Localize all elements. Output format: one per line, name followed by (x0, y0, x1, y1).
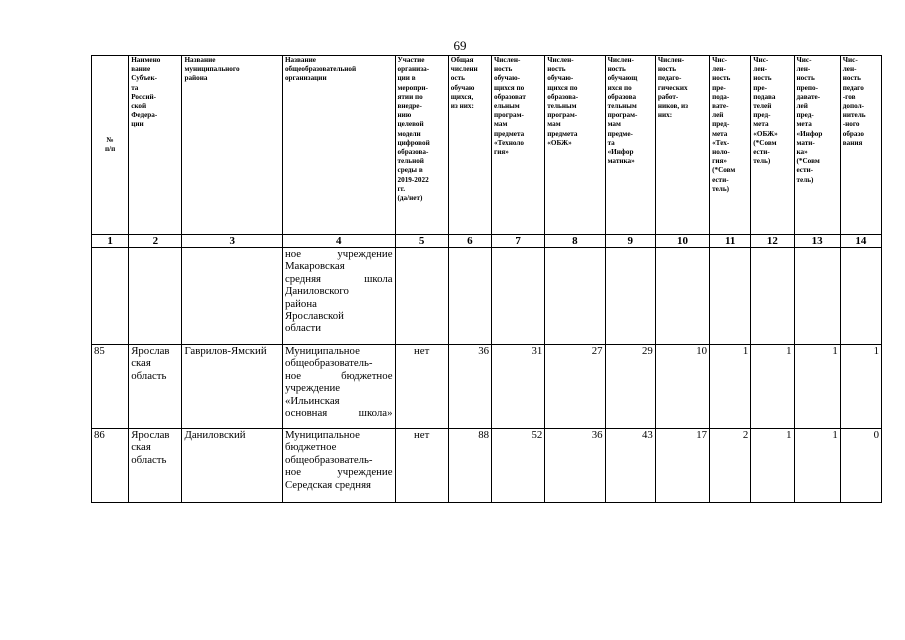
text-line: ность (547, 65, 566, 74)
total-students-cell: 36 (448, 345, 491, 429)
text-line: препо- (796, 83, 818, 92)
column-number: 11 (710, 235, 751, 248)
text-line: ость (450, 74, 465, 83)
additional-education-teachers-cell: 1 (840, 345, 881, 429)
text-line: гия» (712, 157, 727, 166)
text-line: области (284, 322, 322, 335)
table-row (92, 345, 882, 429)
text-line: Название (284, 56, 316, 64)
text-line: «Инфор (607, 148, 634, 157)
text-line: общеобразователь- (284, 357, 373, 370)
text-line: Федера- (131, 111, 158, 120)
text-line: мета (712, 129, 728, 138)
text-line: ное учреждение (284, 248, 393, 260)
text-line: (*Совм (753, 138, 777, 147)
text-line: Муниципальное (284, 429, 360, 441)
column-number: 8 (545, 235, 605, 248)
text-line: щихся по (494, 83, 525, 92)
column-number: 9 (605, 235, 655, 248)
text-line: Середская средняя (284, 478, 371, 491)
text-line: Название (184, 56, 216, 64)
text-line: мати- (796, 138, 815, 147)
column-number: 5 (395, 235, 448, 248)
text-line: внедре- (397, 102, 422, 111)
text-line: работ- (657, 92, 679, 101)
text-line: ихся по (607, 83, 632, 92)
text-line: Общая (450, 56, 474, 64)
text-line: програм- (494, 111, 524, 120)
text-line: гг. (397, 184, 406, 193)
header-cell-2 (129, 56, 182, 235)
text-line: та (607, 138, 615, 147)
text-line: гия» (494, 148, 509, 157)
organization-cell (282, 248, 395, 345)
text-line: ность (607, 65, 626, 74)
text-line: учреждение (284, 382, 341, 395)
text-line: Числен- (547, 56, 574, 64)
text-line: Участие (397, 56, 425, 64)
text-line: «ОБЖ» (753, 129, 778, 138)
text-line: мета (753, 120, 769, 129)
text-line: организации (284, 74, 327, 83)
text-line: телей (753, 102, 772, 111)
text-line: ноло- (712, 148, 730, 157)
technology-students-cell: 31 (492, 345, 545, 429)
text-line: тель) (712, 184, 730, 193)
text-line: Ярослав (131, 345, 170, 357)
informatics-students-cell: 29 (605, 345, 655, 429)
text-line: ции (131, 120, 144, 129)
text-line: нию (397, 111, 412, 120)
text-line: «Тех- (712, 138, 730, 147)
obzh-students-cell: 36 (545, 429, 605, 503)
obzh-teachers-cell: 1 (751, 429, 794, 503)
text-line: (*Совм (796, 157, 820, 166)
informatics-students-cell (605, 248, 655, 345)
column-number: 13 (794, 235, 840, 248)
table-row (92, 429, 882, 503)
participation-cell: нет (395, 429, 448, 503)
text-line: (*Совм (712, 166, 736, 175)
technology-students-cell: 52 (492, 429, 545, 503)
text-line: обучающ (607, 74, 638, 83)
column-number: 10 (655, 235, 709, 248)
text-line: Субъек- (131, 74, 158, 83)
text-line: целевой (397, 120, 424, 129)
additional-education-teachers-cell: 0 (840, 429, 881, 503)
informatics-teachers-cell: 1 (794, 345, 840, 429)
column-number: 12 (751, 235, 794, 248)
text-line: 2019-2022 (397, 175, 429, 184)
header-cell-3 (182, 56, 283, 235)
text-line: пода- (712, 92, 730, 101)
text-line: муниципального (184, 65, 240, 74)
teachers-cell: 17 (655, 429, 709, 503)
header-cell-10 (655, 56, 709, 235)
text-line: мета (796, 120, 812, 129)
text-line: образова- (397, 148, 429, 157)
text-line: Ярославской (284, 310, 344, 323)
text-line: образова (607, 92, 637, 101)
text-line: района (284, 297, 317, 310)
text-line: п/п (104, 145, 116, 153)
subject-cell (129, 429, 182, 503)
text-line: ность (657, 65, 677, 74)
text-line: средняя школа (284, 272, 393, 285)
text-line: -ного (842, 120, 860, 129)
text-line: Числен- (607, 56, 634, 64)
text-line: ести- (712, 175, 729, 184)
text-line: мам (494, 120, 508, 129)
text-line: ность (842, 74, 861, 83)
subject-cell (129, 248, 182, 345)
header-cell-5 (395, 56, 448, 235)
obzh-students-cell: 27 (545, 345, 605, 429)
text-line: «ОБЖ» (547, 138, 572, 147)
teachers-cell: 10 (655, 345, 709, 429)
header-cell-13 (794, 56, 840, 235)
text-line: ести- (796, 166, 814, 175)
text-line: «Инфор (796, 129, 823, 138)
text-line: тель) (753, 157, 771, 166)
text-line: района (184, 74, 208, 83)
text-line: Числен- (657, 56, 685, 64)
text-line: образо (842, 129, 864, 138)
text-line: та (131, 83, 139, 92)
text-line: предмета (494, 129, 525, 138)
text-line: гических (657, 83, 688, 92)
column-number: 7 (492, 235, 545, 248)
header-cell-9 (605, 56, 655, 235)
text-line: тельной (397, 157, 424, 166)
header-cell-12 (751, 56, 794, 235)
text-line: програм- (607, 111, 638, 120)
table-row-continued (92, 248, 882, 345)
text-line: Ярослав (131, 429, 170, 441)
text-line: лен- (842, 65, 857, 74)
row-number-cell: 85 (92, 345, 129, 429)
obzh-teachers-cell: 1 (751, 345, 794, 429)
text-line: обучаю- (494, 74, 521, 83)
row-number-cell: 86 (92, 429, 129, 503)
text-line: ное бюджетное (284, 369, 393, 382)
text-line: «Техноло (494, 138, 525, 147)
column-number: 3 (182, 235, 283, 248)
column-number: 4 (282, 235, 395, 248)
text-line: ской (131, 102, 147, 111)
organization-cell (282, 345, 395, 429)
technology-teachers-cell: 1 (710, 345, 751, 429)
column-number: 6 (448, 235, 491, 248)
text-line: образова- (547, 92, 579, 101)
text-line: меропри- (397, 83, 428, 92)
text-line: цифровой (397, 138, 430, 147)
text-line: ельным (494, 102, 520, 111)
text-line: Числен- (494, 56, 521, 64)
text-line: область (131, 369, 167, 382)
informatics-teachers-cell (794, 248, 840, 345)
text-line: ников, из (657, 102, 689, 111)
technology-students-cell (492, 248, 545, 345)
text-line: ятии по (397, 92, 423, 101)
text-line: щихся, (450, 92, 474, 101)
text-line: ность (494, 65, 513, 74)
text-line: лен- (796, 65, 811, 74)
text-line: Макаровская (284, 260, 345, 273)
text-line: щихся по (547, 83, 578, 92)
text-line: нитель (842, 111, 866, 120)
subject-cell (129, 345, 182, 429)
header-cell-7 (492, 56, 545, 235)
text-line: численн (450, 65, 478, 74)
text-line: Наимено (131, 56, 161, 64)
page-number: 69 (453, 38, 467, 53)
obzh-teachers-cell (751, 248, 794, 345)
text-line: вате- (712, 102, 729, 111)
text-line: давате- (796, 92, 821, 101)
text-line: предме- (607, 129, 633, 138)
text-line: ести- (753, 148, 770, 157)
text-line: предмета (547, 129, 578, 138)
text-line: (да/нет) (397, 194, 423, 203)
header-row (92, 56, 882, 235)
header-cell-1 (92, 56, 129, 235)
text-line: програм- (547, 111, 578, 120)
text-line: организа- (397, 65, 430, 74)
text-line: вания (842, 138, 863, 147)
informatics-students-cell: 43 (605, 429, 655, 503)
header-cell-4 (282, 56, 395, 235)
header-cell-8 (545, 56, 605, 235)
text-line: мам (547, 120, 561, 129)
text-line: педаго (842, 83, 864, 92)
technology-teachers-cell (710, 248, 751, 345)
text-line: Чис- (712, 56, 728, 64)
text-line: тель) (796, 175, 814, 184)
text-line: пред- (753, 111, 771, 120)
text-line: обучаю (450, 83, 475, 92)
text-line: Россий- (131, 92, 157, 101)
text-line: вание (131, 65, 151, 74)
header-cell-14 (840, 56, 881, 235)
teachers-cell (655, 248, 709, 345)
district-cell: Даниловский (182, 429, 283, 503)
text-line: образоват (494, 92, 526, 101)
text-line: общеобразователь- (284, 453, 373, 466)
text-line: пред- (712, 120, 730, 129)
informatics-teachers-cell: 1 (794, 429, 840, 503)
obzh-students-cell (545, 248, 605, 345)
text-line: ность (796, 74, 815, 83)
text-line: ность (712, 74, 731, 83)
text-line: пре- (753, 83, 768, 92)
text-line: ность (753, 74, 772, 83)
text-line: пре- (712, 83, 726, 92)
participation-cell (395, 248, 448, 345)
text-line: основная школа» (284, 407, 393, 420)
column-number-row (92, 235, 882, 248)
text-line: из них: (450, 102, 474, 111)
technology-teachers-cell: 2 (710, 429, 751, 503)
text-line: -гов (842, 92, 856, 101)
text-line: Чис- (753, 56, 769, 64)
text-line: среды в (397, 166, 423, 175)
text-line: лей (712, 111, 724, 120)
text-line: матика» (607, 157, 635, 166)
data-table (91, 55, 882, 503)
text-line: ская (131, 357, 151, 370)
total-students-cell (448, 248, 491, 345)
row-number-cell (92, 248, 129, 345)
text-line: № (106, 135, 114, 144)
additional-education-teachers-cell (840, 248, 881, 345)
district-cell (182, 248, 283, 345)
text-line: ка» (796, 148, 808, 157)
column-number: 2 (129, 235, 182, 248)
text-line: ное учреждение (284, 466, 393, 479)
text-line: модели (397, 129, 421, 138)
text-line: тельным (607, 102, 637, 111)
text-line: Даниловского (284, 285, 349, 298)
text-line: допол- (842, 102, 865, 111)
text-line: Чис- (842, 56, 858, 64)
text-line: мам (607, 120, 621, 129)
text-line: Муниципальное (284, 345, 360, 357)
text-line: ции в (397, 74, 416, 83)
text-line: обучаю- (547, 74, 574, 83)
text-line: общеобразовательной (284, 65, 357, 74)
text-line: лей (796, 102, 808, 111)
total-students-cell: 88 (448, 429, 491, 503)
text-line: лен- (753, 65, 768, 74)
text-line: педаго- (657, 74, 682, 83)
text-line: бюджетное (284, 441, 337, 454)
column-number: 14 (840, 235, 881, 248)
text-line: них: (657, 111, 673, 120)
organization-cell (282, 429, 395, 503)
text-line: пред- (796, 111, 814, 120)
text-line: подава (753, 92, 776, 101)
header-cell-11 (710, 56, 751, 235)
text-line: Чис- (796, 56, 812, 64)
text-line: область (131, 453, 167, 466)
column-number: 1 (92, 235, 129, 248)
text-line: ская (131, 441, 151, 454)
district-cell: Гаврилов-Ямский (182, 345, 283, 429)
header-cell-6 (448, 56, 491, 235)
text-line: «Ильинская (284, 394, 340, 407)
text-line: тельным (547, 102, 577, 111)
participation-cell: нет (395, 345, 448, 429)
text-line: лен- (712, 65, 726, 74)
